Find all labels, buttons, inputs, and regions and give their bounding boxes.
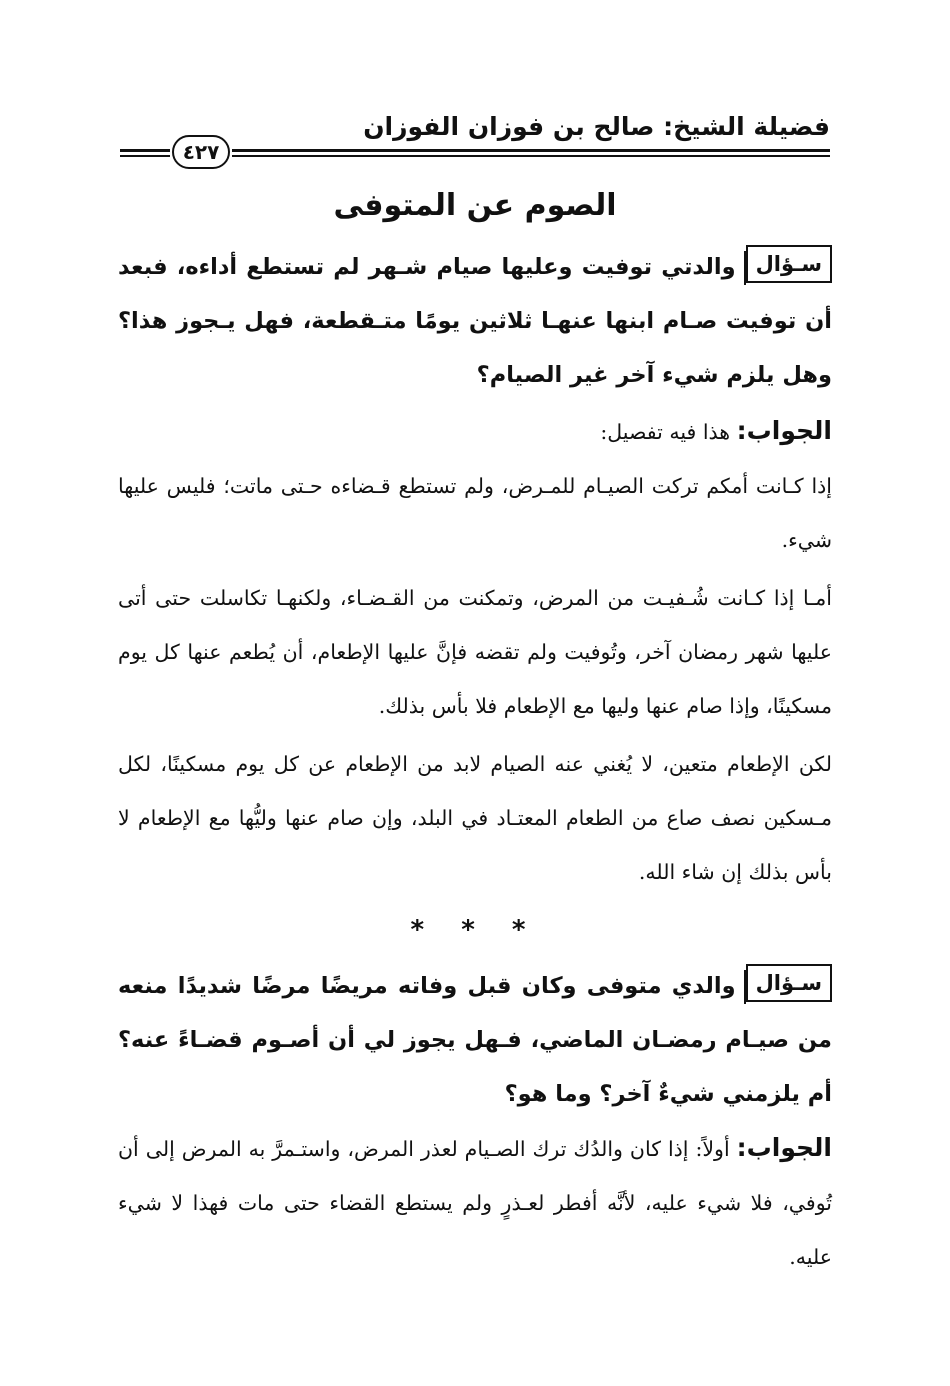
question-1-label: سـؤال bbox=[746, 245, 832, 283]
answer-1-label: الجواب: bbox=[736, 416, 832, 445]
question-2-label: سـؤال bbox=[746, 964, 832, 1002]
section-separator: * * * bbox=[410, 915, 540, 945]
question-1 bbox=[118, 240, 832, 402]
answer-2-text: أولاً: إذا كان والدُك ترك الصـيام لعذر المرض، واستـمرَّ به المرض إلى أن تُوفي، فلا شيء عليه، لأنَّه أفطر لعـذرٍ ولم يستطع القضاء حتى مات فهذا لا شيء عليه. bbox=[118, 1137, 832, 1269]
answer-1-intro bbox=[118, 404, 832, 459]
header-rule-right bbox=[232, 149, 830, 157]
answer-2-label: الجواب: bbox=[736, 1133, 832, 1162]
answer-2 bbox=[118, 1121, 832, 1284]
question-1-text: والدتي توفيت وعليها صيام شـهر لم تستطع أداءه، فبعد أن توفيت صـام ابنها عنهـا ثلاثين يومًا متـقطعة، فهل يـجوز هذا؟ وهل يلزم شيء آخر غير الصيام؟ bbox=[118, 254, 832, 388]
answer-1-paragraph-1: إذا كـانت أمكم تركت الصيـام للمـرض، ولم تستطع قـضاءه حـتى ماتت؛ فليس عليها شيء. bbox=[118, 474, 832, 552]
answer-1-paragraph-2: أمـا إذا كـانت شُـفيـت من المرض، وتمكنت من القـضـاء، ولكنهـا تكاسلت حتى أتى عليها شهر رمضان آخر، وتُوفيت ولم تقضه فإنَّ عليها الإطعام، أن يُطعم عنها كل يوم مسكينًا، وإذا صام عنها وليها مع الإطعام فلا بأس بذلك. bbox=[118, 586, 832, 718]
section-title: الصوم عن المتوفى bbox=[333, 188, 617, 223]
question-2 bbox=[118, 959, 832, 1121]
answer-1-paragraph-3: لكن الإطعام متعين، لا يُغني عنه الصيام لابد من الإطعام عن كل يوم مسكينًا، لكل مـسكين نصف صاع من الطعام المعتـاد في البلد، وإن صام عنها وليُّها مع الإطعام لا بأس بذلك إن شاء الله. bbox=[118, 752, 832, 884]
page-content bbox=[118, 240, 832, 1284]
question-2-text: والدي متوفى وكان قبل وفاته مريضًا مرضًا شديدًا منعه من صيـام رمضـان الماضي، فـهل يجوز لي أن أصـوم قضـاءً عنه؟ أم يلزمني شيءٌ آخر؟ وما هو؟ bbox=[118, 973, 832, 1107]
running-header-title: فضيلة الشيخ: صالح بن فوزان الفوزان bbox=[363, 112, 830, 141]
page-number: ٤٢٧ bbox=[172, 135, 230, 169]
answer-1-intro-text: هذا فيه تفصيل: bbox=[600, 420, 731, 444]
header-rule-left bbox=[120, 149, 170, 157]
